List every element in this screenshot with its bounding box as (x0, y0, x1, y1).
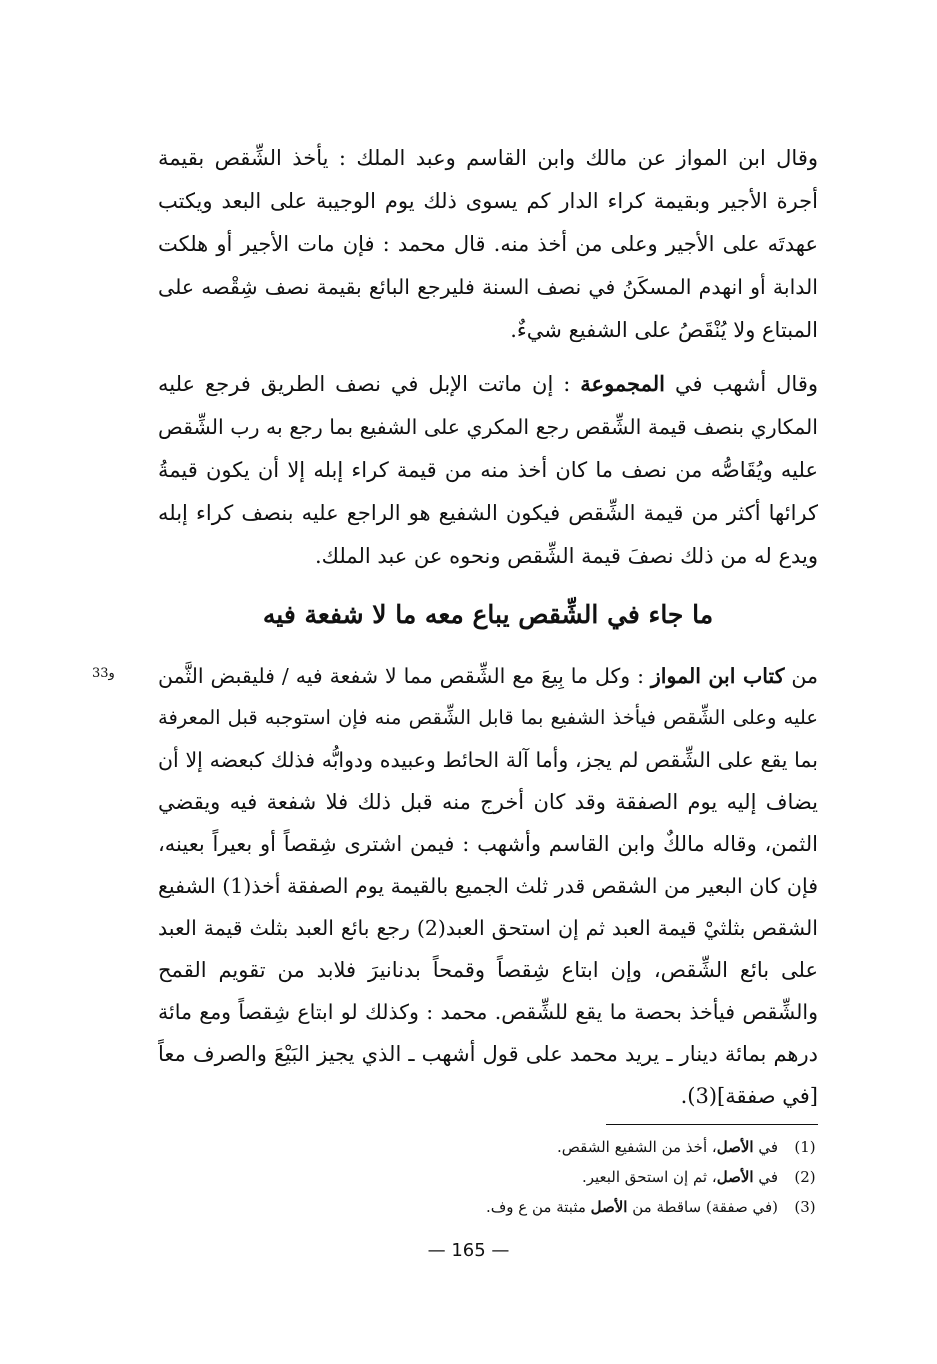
footnote-number: (1) (794, 1138, 816, 1156)
footnote-2 (400, 1162, 818, 1192)
text-line: عليه وعلى الشِّقص فيأخذ الشفيع بما قابل الشِّقص منه فإن استوجبه قبل المعرفة (158, 706, 818, 729)
footnote-divider (606, 1124, 818, 1125)
footnotes (400, 1132, 818, 1222)
footnote-number: (3) (794, 1198, 816, 1216)
text-line: المكاري بنصف قيمة الشِّقص رجع المكري على الشفيع بما رجع به رب الشِّقص (158, 415, 818, 439)
text-line: الدابة أو انهدم المسكَنُ في نصف السنة فليرجع البائع بقيمة نصف شِقْصه على (158, 275, 818, 299)
footnote-1 (400, 1132, 818, 1162)
text-line: وقال ابن المواز عن مالك وابن القاسم وعبد الملك : يأخذ الشِّقص بقيمة (158, 146, 818, 170)
book-title: المجموعة (580, 371, 665, 396)
text-line: عليه ويُقَاصُّه من نصف ما كان أخذ منه من قيمة كراء إبله إلا أن يكون قيمةُ (158, 458, 818, 482)
footnote-text: في الأصل، أخذ من الشفيع الشقص. (556, 1138, 778, 1156)
text-line: يضاف إليه يوم الصفقة وقد كان أخرج منه قبل ذلك فلا شفعة فيه ويقضي (158, 790, 818, 814)
text-line: بما يقع على الشِّقص لم يجز، وأما آلة الحائط وعبيده ودوابُّه فذلك كبعضه إلا أن (158, 748, 818, 772)
text-line: والشِّقص فيأخذ بحصة ما يقع للشِّقص. محمد : وكذلك لو ابتاع شِقصاً ومع مائة (158, 1000, 818, 1024)
footnote-number: (2) (794, 1168, 816, 1186)
page-number: — 165 — (427, 1240, 510, 1261)
footnote-text: (في صفقة) ساقطة من الأصل مثبتة من ع وف. (485, 1198, 778, 1216)
text-line: ويدع له من ذلك نصفَ قيمة الشِّقص ونحوه عن عبد الملك. (314, 544, 818, 568)
footnote-text: في الأصل، ثم إن استحق البعير. (581, 1168, 778, 1186)
book-title: كتاب ابن المواز (650, 664, 785, 688)
text-line: أجرة الأجير وبقيمة كراء الدار كم يسوى ذلك يوم الوجيبة على البعد ويكتب (158, 189, 818, 213)
text-line: من كتاب ابن المواز : وكل ما بِيعَ مع الشِّقص مما لا شفعة فيه / فليقبض الثَّمن (158, 664, 818, 688)
text-line: وقال أشهب في المجموعة : إن ماتت الإبل في نصف الطريق فرجع عليه (158, 371, 818, 396)
text-line: الثمن، وقاله مالكٌ وابن القاسم وأشهب : فيمن اشترى شِقصاً أو بعيراً بعينه، (158, 832, 818, 856)
text-line: درهم بمائة دينار ـ يريد محمد على قول أشهب ـ الذي يجيز البَيْعَ والصرف معاً (158, 1042, 818, 1066)
section-heading: ما جاء في الشِّقص يباع معه ما لا شفعة فيه (262, 600, 714, 629)
footnote-3 (400, 1192, 818, 1222)
text-line: كرائها أكثر من قيمة الشِّقص فيكون الشفيع هو الراجع عليه بنصف كراء إبله (158, 501, 818, 525)
text-line: على بائع الشِّقص، وإن ابتاع شِقصاً وقمحاً بدنانيرَ فلابد من تقويم القمح (158, 958, 818, 982)
margin-folio-note: 33و (92, 666, 115, 681)
text-line: فإن كان البعير من الشقص قدر ثلث الجميع بالقيمة يوم الصفقة أخذ(1) الشفيع (158, 874, 818, 898)
text-line: المبتاع ولا يُنْقَصُ على الشفيع شيءٌ. (510, 318, 818, 342)
text-line: [في صفقة](3). (680, 1084, 818, 1108)
text-line: الشقص بثلثيْ قيمة العبد ثم إن استحق العبد(2) رجع بائع العبد بثلث قيمة العبد (158, 916, 818, 940)
text-line: عهدتَه على الأجير وعلى من أخذ منه. قال محمد : فإن مات الأجير أو هلكت (158, 232, 818, 256)
